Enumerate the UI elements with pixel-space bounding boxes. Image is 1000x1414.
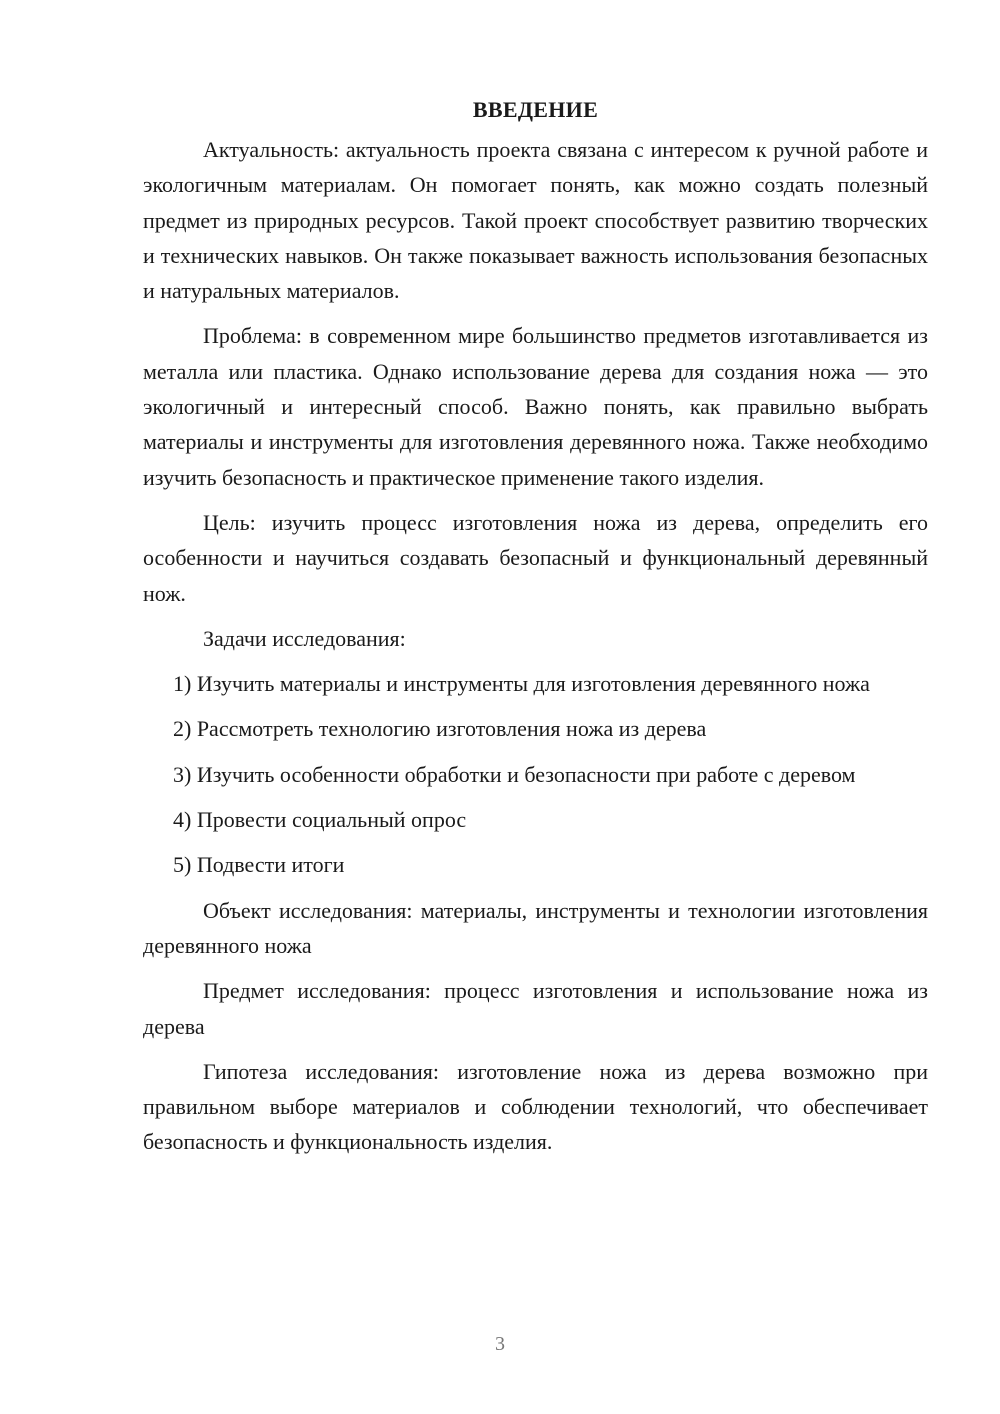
subject-paragraph: Предмет исследования: процесс изготовления и использование ножа из дерева	[143, 978, 928, 1039]
page-number: 3	[495, 1333, 505, 1355]
relevance-paragraph: Актуальность: актуальность проекта связана с интересом к ручной работе и экологичным материалам. Он помогает понять, как можно создать полезный предмет из природных ресурсов. Такой проект способствует развитию творческих и технических навыков. Он также показывает важность использования безопасных и натуральных материалов.	[143, 137, 928, 304]
hypothesis-paragraph: Гипотеза исследования: изготовление ножа из дерева возможно при правильном выборе материалов и соблюдении технологий, что обеспечивает безопасность и функциональность изделия.	[143, 1058, 928, 1155]
task-item: 2) Рассмотреть технологию изготовления ножа из дерева	[173, 716, 707, 742]
task-item: 5) Подвести итоги	[173, 852, 345, 878]
page-title: ВВЕДЕНИЕ	[472, 97, 599, 122]
object-paragraph: Объект исследования: материалы, инструменты и технологии изготовления деревянного ножа	[143, 897, 928, 958]
task-item: 1) Изучить материалы и инструменты для изготовления деревянного ножа	[173, 671, 870, 697]
document-page	[143, 94, 928, 1170]
task-item: 3) Изучить особенности обработки и безопасности при работе с деревом	[173, 761, 856, 787]
tasks-heading: Задачи исследования:	[203, 625, 406, 651]
goal-paragraph: Цель: изучить процесс изготовления ножа из дерева, определить его особенности и научиться создавать безопасный и функциональный деревянный нож.	[143, 509, 928, 606]
task-item: 4) Провести социальный опрос	[173, 807, 467, 833]
problem-paragraph: Проблема: в современном мире большинство предметов изготавливается из металла или пластика. Однако использование дерева для создания ножа — это экологичный и интересный способ. Важно понять, как правильно выбрать материалы и инструменты для изготовления деревянного ножа. Также необходимо изучить безопасность и практическое применение такого изделия.	[143, 323, 928, 490]
